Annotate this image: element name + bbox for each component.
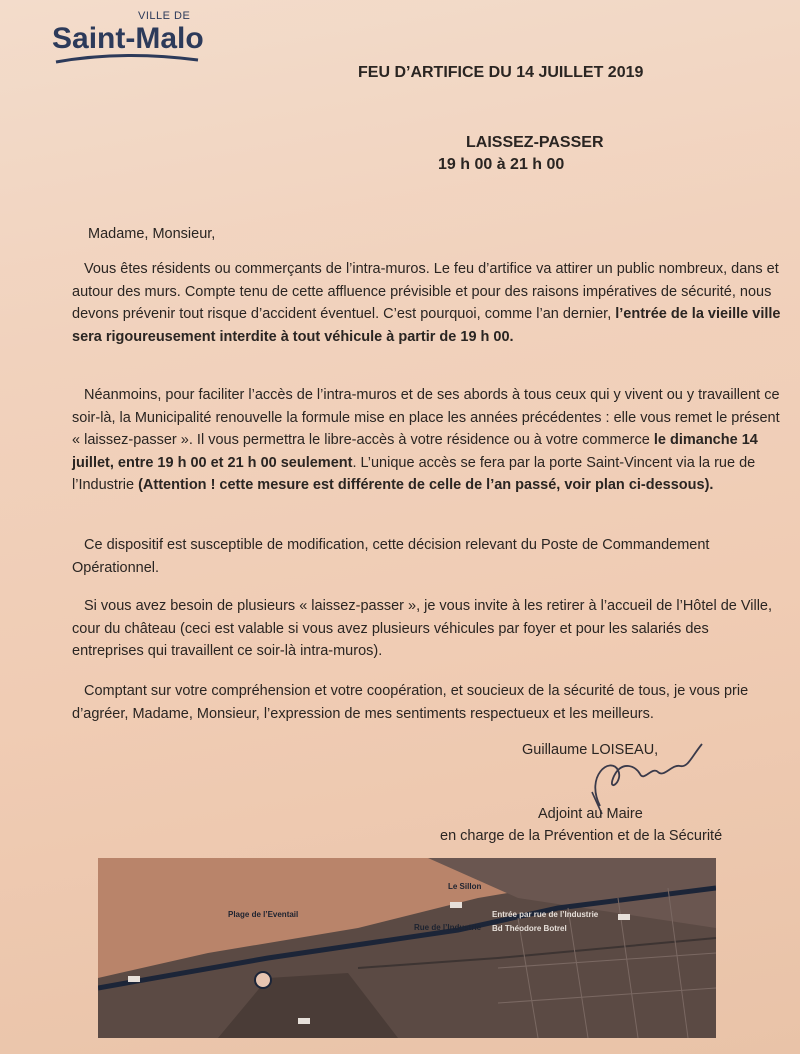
logo-name: Saint-Malo xyxy=(52,22,204,55)
paragraph-1 xyxy=(72,258,782,348)
paragraph-4-text: Si vous avez besoin de plusieurs « laissez-passer », je vous invite à les retirer à l’accueil de l’Hôtel de Ville, cour du château (ceci est valable si vous avez plusieurs véhicules par foyer et pour les salariés des entreprises qui travaillent ce soir-là intra-muros). xyxy=(72,598,773,659)
paragraph-2 xyxy=(72,384,782,497)
document-title: FEU D’ARTIFICE DU 14 JUILLET 2019 xyxy=(358,64,644,81)
paragraph-2-date: le dimanche 14 juillet, entre 19 h 00 et 21 h 00 seulement xyxy=(72,432,758,471)
paragraph-5 xyxy=(72,680,782,725)
pass-title: LAISSEZ-PASSER xyxy=(466,134,604,151)
logo-swoosh-icon xyxy=(52,52,202,66)
paragraph-3 xyxy=(72,534,782,579)
paragraph-1-text: Vous êtes résidents ou commerçants de l’intra-muros. Le feu d’artifice va attirer un public nombreux, dans et autour des murs. Compte tenu de cette affluence prévisible et pour des raisons impératives de sécurité, nous devons prévenir tout risque d’accident éventuel. C’est pourquoi, comme l’an dernier, xyxy=(72,261,779,322)
map-label-entree: Entrée par rue de l’Industrie xyxy=(492,910,599,919)
paragraph-2-text: Néanmoins, pour faciliter l’accès de l’intra-muros et de ses abords à tous ceux qui y vivent ou y travaillent ce soir-là, la Municipalité renouvelle la formule mise en place les années précédentes : elle vous remet le présent « laissez-passer ». Il vous permettra le libre-accès à votre résidence ou à votre commerce xyxy=(72,387,780,448)
paragraph-1-bold: l’entrée de la vieille ville sera rigoureusement interdite à tout véhicule à partir de 19 h 00. xyxy=(72,306,781,345)
signatory-name: Guillaume LOISEAU, xyxy=(522,742,659,758)
paragraph-4 xyxy=(72,595,782,663)
city-logo xyxy=(52,8,242,68)
paragraph-2-warning: (Attention ! cette mesure est différente de celle de l’an passé, voir plan ci-dessous). xyxy=(138,477,714,493)
map-label-hotel: Bd Théodore Botrel xyxy=(492,924,567,933)
handwritten-signature xyxy=(540,736,710,816)
salutation: Madame, Monsieur, xyxy=(88,226,216,242)
map-label-sillon: Le Sillon xyxy=(448,882,482,891)
paragraph-5-text: Comptant sur votre compréhension et votre coopération, et soucieux de la sécurité de tous, je vous prie d’agréer, Madame, Monsieur, l’expression de mes sentiments respectueux et les meilleurs. xyxy=(72,683,749,722)
signatory-charge: en charge de la Prévention et de la Sécurité xyxy=(440,828,723,844)
map-graphic xyxy=(98,858,716,1038)
access-map xyxy=(98,858,716,1038)
paragraph-3-text: Ce dispositif est susceptible de modification, cette décision relevant du Poste de Commandement Opérationnel. xyxy=(72,537,710,576)
map-label-rue: Rue de l’Industrie xyxy=(414,923,482,932)
logo-prefix: VILLE DE xyxy=(138,10,191,22)
map-label-plage: Plage de l’Eventail xyxy=(228,910,299,919)
pass-time: 19 h 00 à 21 h 00 xyxy=(438,156,565,173)
map-entry-marker-icon xyxy=(255,972,271,988)
signatory-role: Adjoint au Maire xyxy=(538,806,643,822)
paragraph-2-access: . L’unique accès se fera par la porte Saint-Vincent via la rue de l’Industrie xyxy=(72,454,756,493)
